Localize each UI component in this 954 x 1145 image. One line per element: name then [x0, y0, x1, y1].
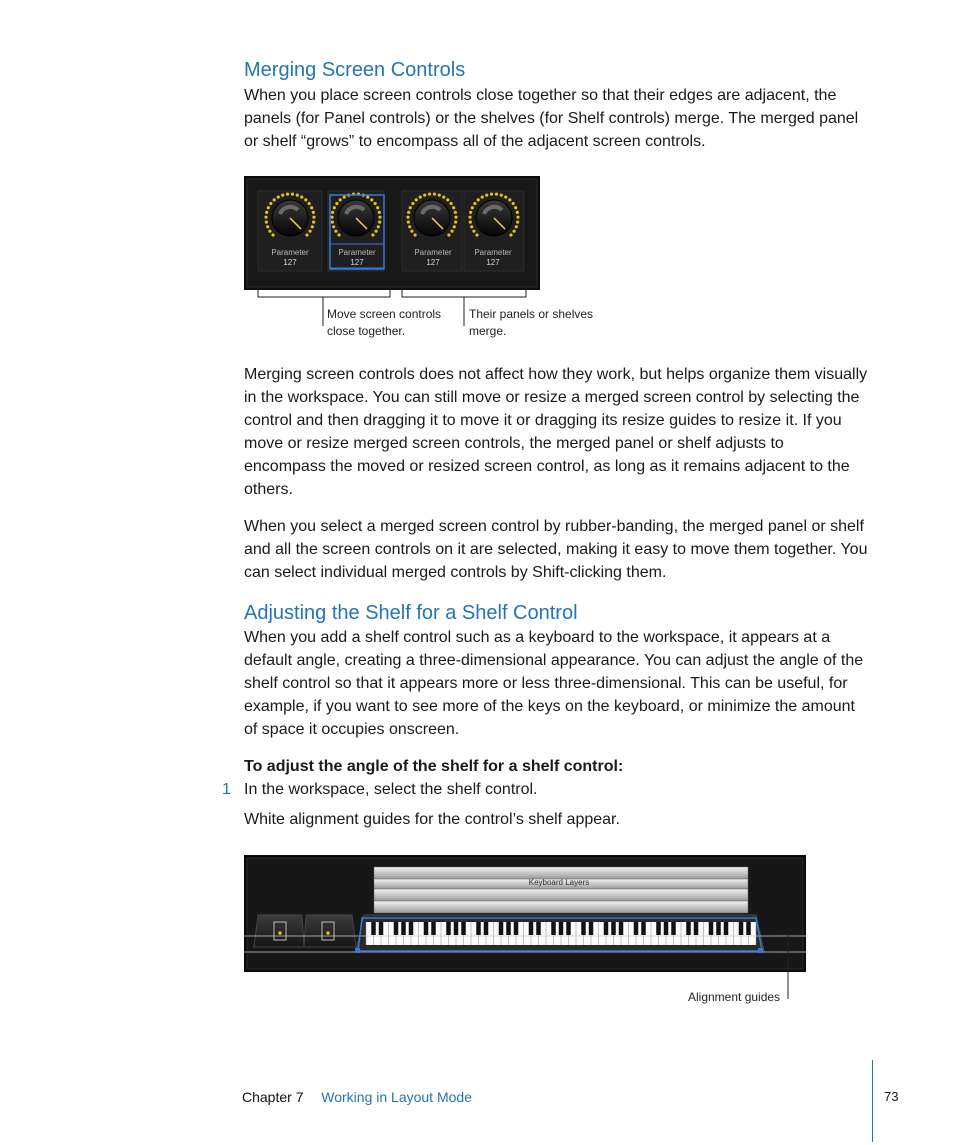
black-key	[431, 922, 436, 935]
black-key	[446, 922, 451, 935]
black-key	[506, 922, 511, 935]
black-key	[604, 922, 609, 935]
callout-alignment-guides: Alignment guides	[688, 990, 781, 1004]
figure-merged-panels	[244, 176, 540, 290]
footer-chapter	[242, 1088, 472, 1106]
black-key	[454, 922, 459, 935]
body-paragraph: Merging screen controls does not affect how they work, but helps organize them visually in the workspace. You can still move or resize a merged screen control by selecting the control and then dragging it to move it or dragging its resize guides to resize it. If you move or resize merged screen controls, the merged panel or shelf adjusts to encompass the moved or resized screen control, as long as it remains adjacent to the others.	[244, 366, 868, 498]
black-key	[634, 922, 639, 935]
knob-value: 127	[426, 258, 440, 267]
black-key	[581, 922, 586, 935]
black-key	[664, 922, 669, 935]
step-number: 1	[222, 781, 231, 798]
black-key	[371, 922, 376, 935]
black-key	[641, 922, 646, 935]
black-key	[409, 922, 414, 935]
black-key	[529, 922, 534, 935]
black-key	[671, 922, 676, 935]
black-key	[746, 922, 751, 935]
knob-label: Parameter	[271, 248, 309, 257]
procedure-title: To adjust the angle of the shelf for a shelf control:	[244, 758, 624, 775]
knob-label: Parameter	[474, 248, 512, 257]
knob-value: 127	[486, 258, 500, 267]
page-number: 73	[884, 1089, 899, 1104]
chapter-title: Working in Layout Mode	[321, 1089, 472, 1105]
black-key	[739, 922, 744, 935]
black-key	[619, 922, 624, 935]
callout-panels-merge: Their panels or shelves merge.	[469, 307, 594, 338]
body-paragraph: When you select a merged screen control by rubber-banding, the merged panel or shelf and all the screen controls on it are selected, making it easy to move them together. You can select individual merged controls by Shift-clicking them.	[244, 518, 868, 581]
black-key	[656, 922, 661, 935]
black-key	[589, 922, 594, 935]
black-key	[694, 922, 699, 935]
black-key	[611, 922, 616, 935]
chapter-number: Chapter 7	[242, 1089, 304, 1105]
black-key	[514, 922, 519, 935]
body-paragraph: When you place screen controls close together so that their edges are adjacent, the panels (for Panel controls) or the shelves (for Shelf controls) merge. The merged panel or shelf “grows” to encompass all of the adjacent screen controls.	[244, 87, 859, 150]
footer-divider	[872, 1060, 873, 1142]
step-text: In the workspace, select the shelf control.	[244, 781, 538, 798]
black-key	[461, 922, 466, 935]
knob-label: Parameter	[338, 248, 376, 257]
black-key	[724, 922, 729, 935]
section-heading-merging: Merging Screen Controls	[244, 59, 466, 81]
keyboard-shelf-image	[244, 855, 806, 972]
black-key	[566, 922, 571, 935]
step-result: White alignment guides for the control’s shelf appear.	[244, 811, 620, 828]
knob-value: 127	[350, 258, 364, 267]
black-key	[536, 922, 541, 935]
black-key	[686, 922, 691, 935]
body-paragraph: When you add a shelf control such as a keyboard to the workspace, it appears at a default angle, creating a three-dimensional appearance. You can adjust the angle of the shelf control so that it appears more or less three-dimensional. This can be useful, for example, if you want to see more of the keys on the keyboard, or minimize the amount of space it occupies onscreen.	[244, 629, 864, 738]
keyboard-layers-label: Keyboard Layers	[528, 878, 590, 887]
black-key	[499, 922, 504, 935]
black-key	[709, 922, 714, 935]
black-key	[484, 922, 489, 935]
section-heading-adjusting-shelf: Adjusting the Shelf for a Shelf Control	[244, 602, 578, 624]
black-key	[476, 922, 481, 935]
black-key	[394, 922, 399, 935]
black-key	[424, 922, 429, 935]
black-key	[551, 922, 556, 935]
knob-value: 127	[283, 258, 297, 267]
knob-label: Parameter	[414, 248, 452, 257]
black-key	[401, 922, 406, 935]
black-key	[716, 922, 721, 935]
black-key	[559, 922, 564, 935]
callout-move-controls: Move screen controls close together.	[327, 307, 442, 338]
black-key	[379, 922, 384, 935]
figure-keyboard-shelf	[244, 855, 806, 972]
